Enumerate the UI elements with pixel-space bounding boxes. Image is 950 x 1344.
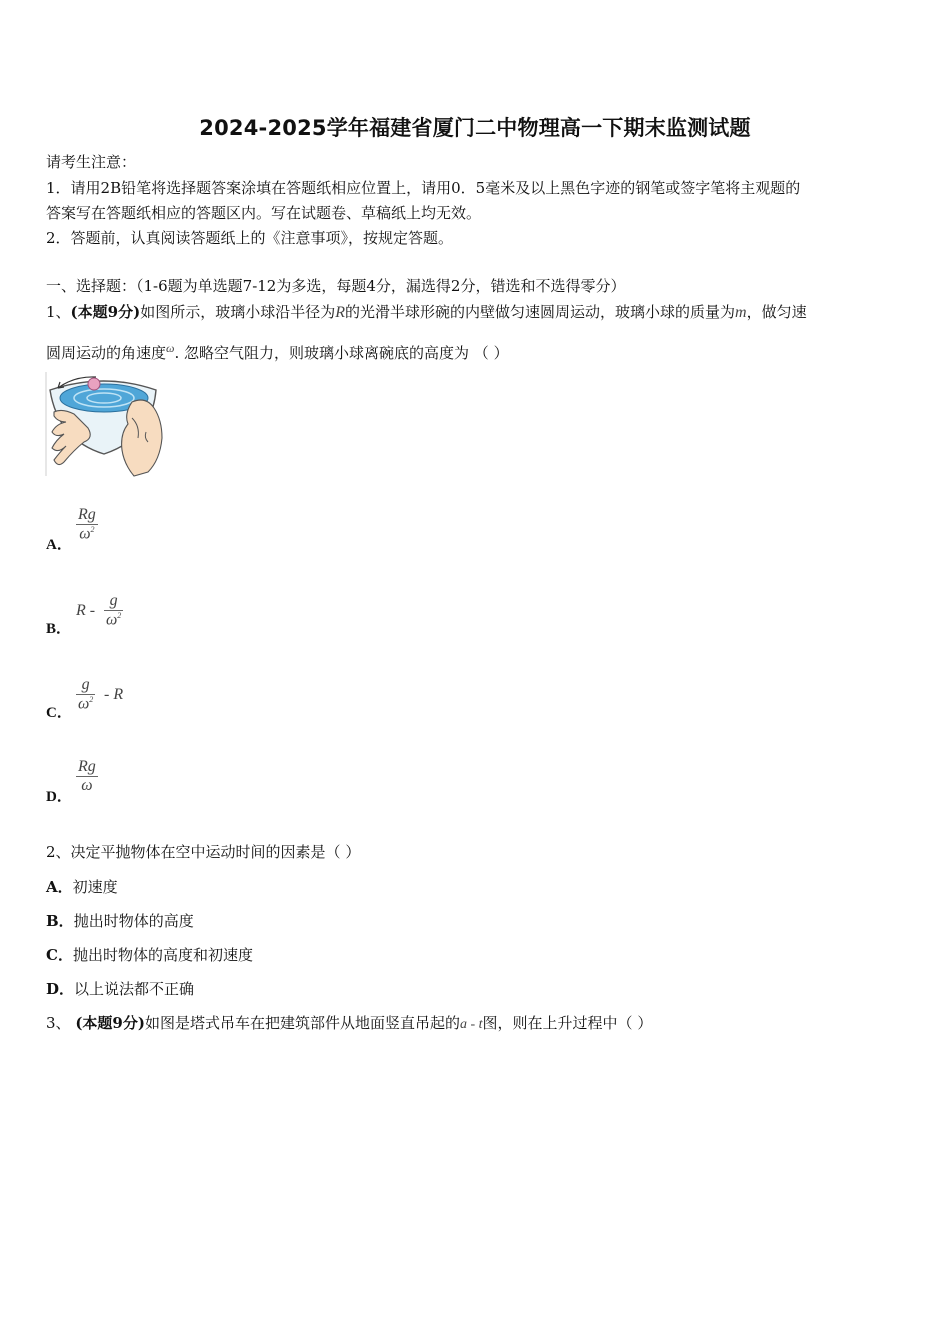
option-D-numerator: Rg [78,758,96,775]
question-2-option-C-label: C． [46,946,73,964]
question-1-text-b: 的光滑半球形碗的内壁做匀速圆周运动，玻璃小球的质量为 [344,303,735,321]
question-1-line-2 [46,338,509,363]
question-1-number: 1、 [46,303,71,321]
question-2-option-C [46,945,253,965]
option-B-label: B． [46,621,72,637]
section-heading: 一、选择题：（1-6题为单选题7-12为多选，每题4分，漏选得2分，错选和不选得零分） [46,277,626,295]
option-B-denominator: ω [106,611,118,629]
notice-item-1-line-1: 1．请用2B铅笔将选择题答案涂填在答题纸相应位置上，请用0．5毫米及以上黑色字迹的钢笔或签字笔将主观题的 [46,179,801,197]
option-A-exponent: 2 [90,525,95,534]
option-C-label: C． [46,705,72,721]
option-D-denominator: ω [81,777,93,794]
var-a-t: a - t [459,1017,483,1032]
question-2-option-B [46,911,194,931]
option-C-formula [76,676,95,713]
question-2-option-D-text: 以上说法都不正确 [74,980,195,998]
question-1-text-e: . 忽略空气阻力，则玻璃小球离碗底的高度为 （ ） [174,344,509,362]
option-C-denominator: ω [78,695,90,713]
question-2-option-C-text: 抛出时物体的高度和初速度 [72,946,253,964]
option-A-label: A． [46,537,72,553]
notice-item-1-line-2: 答案写在答题纸相应的答题区内。写在试题卷、草稿纸上均无效。 [46,204,482,222]
page-title: 2024-2025学年福建省厦门二中物理高一下期末监测试题 [199,116,751,140]
option-B-prefix: R - [76,602,96,619]
var-m: m [735,304,747,321]
question-1-text-a: 如图所示，玻璃小球沿半径为 [140,303,336,321]
question-3-text-a: 如图是塔式吊车在把建筑部件从地面竖直吊起的 [144,1014,460,1032]
option-A-denominator: ω [79,525,91,543]
question-2-option-D-label: D． [46,980,75,998]
var-R: R [335,304,345,321]
question-2-option-A-label: A． [46,878,73,896]
option-B-formula [104,592,123,629]
bowl-with-hands-illustration [44,368,166,478]
option-C-numerator: g [81,676,90,693]
question-3-score: (本题9分) [75,1014,145,1032]
question-1-score: (本题9分) [70,303,141,321]
option-A-formula [76,506,98,543]
option-A-numerator: Rg [78,506,96,523]
option-B-exponent: 2 [117,611,122,620]
question-2-option-A-text: 初速度 [72,878,118,896]
option-B-numerator: g [109,592,118,609]
option-D-formula [76,758,98,795]
question-2-option-A [46,877,118,897]
question-3-text-b: 图，则在上升过程中（ ） [482,1014,653,1032]
question-1-text-d: 圆周运动的角速度 [46,344,167,362]
option-C-exponent: 2 [89,695,94,704]
question-3-stem [46,1013,652,1035]
notice-item-2: 2．答题前，认真阅读答题纸上的《注意事项》，按规定答题。 [46,229,454,247]
option-C-suffix: - R [104,686,124,703]
question-2-stem: 2、决定平抛物体在空中运动时间的因素是（ ） [46,843,361,861]
question-1-text-c: ，做匀速 [746,303,807,321]
question-1-line-1 [46,302,807,323]
question-2-option-D [46,979,194,999]
question-3-number: 3、 [46,1014,71,1032]
option-D-label: D． [46,789,72,805]
var-omega: ω [166,341,175,355]
question-2-option-B-label: B． [46,912,74,930]
notice-heading: 请考生注意： [46,153,137,171]
question-2-option-B-text: 抛出时物体的高度 [73,912,194,930]
